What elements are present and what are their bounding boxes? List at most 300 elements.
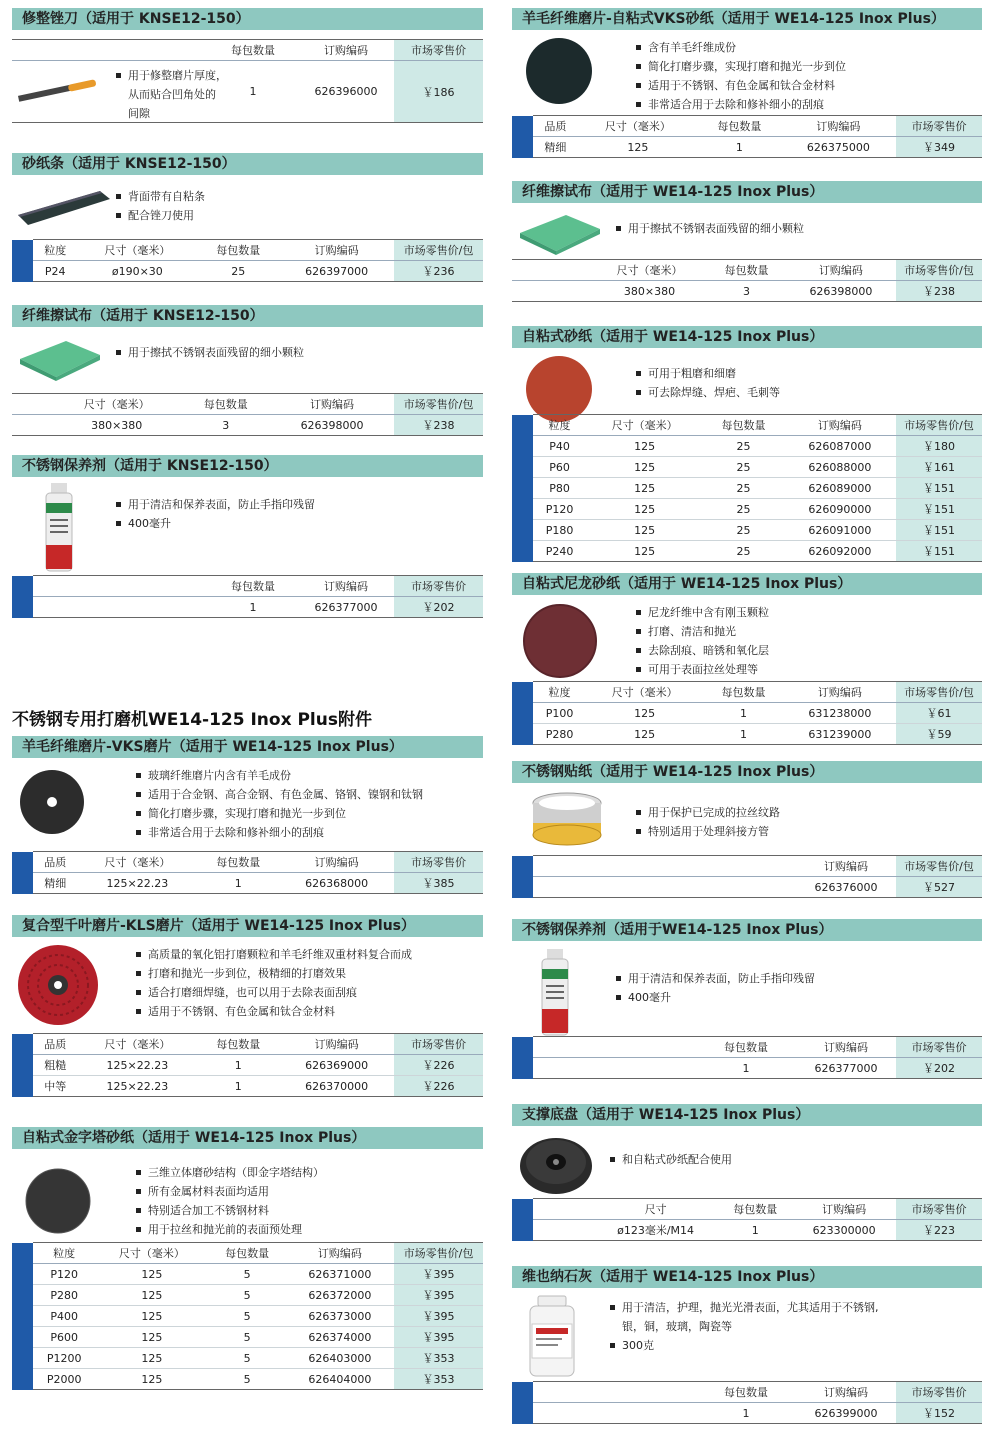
bullet-item: 适用于不锈钢、有色金属和钛合金材料 bbox=[136, 1002, 412, 1021]
vienna-lime-table bbox=[512, 1381, 982, 1424]
section-nylon-paper bbox=[512, 573, 982, 743]
bullet-item: 背面带有自粘条 bbox=[116, 187, 205, 206]
bullet-item: 配合锉刀使用 bbox=[116, 206, 205, 225]
cell: P80 bbox=[533, 478, 586, 499]
section-title: 复合型千叶磨片-KLS磨片（适用于 WE14-125 Inox Plus） bbox=[12, 915, 483, 937]
col-header: 订购编码 bbox=[792, 1199, 896, 1220]
section-title: 不锈钢保养剂（适用于WE14-125 Inox Plus） bbox=[512, 919, 982, 941]
bullet-item: 400毫升 bbox=[616, 988, 815, 1007]
col-header: 订购编码 bbox=[786, 260, 896, 281]
col-header: 尺寸（毫米） bbox=[52, 394, 181, 415]
cell: 5 bbox=[208, 1369, 285, 1390]
blue-marker bbox=[12, 1243, 33, 1390]
cell: 25 bbox=[703, 520, 783, 541]
bullet-item: 去除刮痕、暗锈和氧化层 bbox=[636, 641, 769, 660]
cell: 1 bbox=[197, 1076, 279, 1097]
bullet-item: 间隙 bbox=[128, 107, 150, 120]
table-row bbox=[12, 1369, 483, 1390]
nylon-paper-table bbox=[512, 681, 982, 745]
section-flap-disc bbox=[12, 915, 483, 1100]
col-header: 粒度 bbox=[33, 1243, 95, 1264]
section-spray bbox=[12, 455, 483, 620]
cell: P40 bbox=[533, 436, 586, 457]
blue-marker bbox=[12, 576, 33, 618]
col-header: 粒度 bbox=[33, 240, 77, 261]
pyramid-disc-table bbox=[12, 1242, 483, 1390]
cell: P100 bbox=[533, 703, 586, 724]
table-row bbox=[512, 1403, 982, 1424]
cell: 5 bbox=[208, 1327, 285, 1348]
cell: 626377000 bbox=[796, 1058, 896, 1079]
bullet-item: 尼龙纤维中含有刚玉颗粒 bbox=[636, 603, 769, 622]
cell: 626396000 bbox=[298, 61, 394, 123]
col-header: 每包数量 bbox=[718, 1199, 792, 1220]
cell: 1 bbox=[208, 597, 298, 618]
cell: P24 bbox=[33, 261, 77, 282]
cell: 125×22.23 bbox=[77, 1076, 197, 1097]
cell: 1 bbox=[197, 873, 279, 894]
blue-marker bbox=[12, 852, 33, 894]
cell: 626397000 bbox=[279, 261, 394, 282]
section-title: 羊毛纤维磨片-VKS磨片（适用于 WE14-125 Inox Plus） bbox=[12, 736, 483, 758]
blue-marker bbox=[512, 116, 533, 158]
bullet-item: 可用于表面拉丝处理等 bbox=[636, 660, 769, 679]
col-header: 市场零售价 bbox=[394, 1034, 483, 1055]
cell: 626369000 bbox=[279, 1055, 394, 1076]
cell: 25 bbox=[703, 457, 783, 478]
col-header: 尺寸（毫米） bbox=[578, 116, 698, 137]
cloth-right-table bbox=[512, 259, 982, 302]
cell: 125 bbox=[586, 520, 703, 541]
table-row bbox=[512, 499, 982, 520]
col-header: 订购编码 bbox=[784, 415, 896, 436]
cell: 5 bbox=[208, 1348, 285, 1369]
col-header: 品质 bbox=[33, 852, 77, 873]
table-header-row bbox=[512, 116, 982, 137]
table-row bbox=[512, 457, 982, 478]
table-header-row bbox=[512, 856, 982, 877]
col-header: 尺寸（毫米） bbox=[586, 682, 703, 703]
price-cell: ￥151 bbox=[896, 541, 982, 562]
cell: 626376000 bbox=[796, 877, 896, 898]
blue-marker bbox=[512, 682, 533, 745]
section-vks-sanding-paper bbox=[512, 8, 982, 158]
section-cloth-right bbox=[512, 181, 982, 306]
col-header: 每包数量 bbox=[208, 576, 298, 597]
flap-disc-table bbox=[12, 1033, 483, 1097]
price-cell: ￥395 bbox=[394, 1264, 483, 1285]
col-header: 尺寸（毫米） bbox=[77, 240, 197, 261]
cell: 626372000 bbox=[286, 1285, 394, 1306]
col-header: 每包数量 bbox=[698, 116, 781, 137]
cell: P60 bbox=[533, 457, 586, 478]
vks-paper-table bbox=[512, 115, 982, 158]
col-header: 每包数量 bbox=[197, 852, 279, 873]
cell: 626399000 bbox=[796, 1403, 896, 1424]
price-cell: ￥202 bbox=[896, 1058, 982, 1079]
cell: 380×380 bbox=[52, 415, 181, 436]
backing-pad-table bbox=[512, 1198, 982, 1241]
section-sanding-strip bbox=[12, 153, 483, 283]
table-row bbox=[12, 597, 483, 618]
cell: 631238000 bbox=[784, 703, 896, 724]
section-spray-right bbox=[512, 919, 982, 1084]
cell: 精细 bbox=[33, 873, 77, 894]
cell: 626370000 bbox=[279, 1076, 394, 1097]
cell: 626404000 bbox=[286, 1369, 394, 1390]
bullet-item: 可用于粗磨和细磨 bbox=[636, 364, 780, 383]
cell: 125 bbox=[586, 541, 703, 562]
price-cell: ￥395 bbox=[394, 1306, 483, 1327]
table-header-row bbox=[12, 1034, 483, 1055]
price-cell: ￥61 bbox=[896, 703, 982, 724]
table-header-row bbox=[12, 576, 483, 597]
table-row bbox=[12, 1327, 483, 1348]
table-row bbox=[512, 478, 982, 499]
section-pyramid-disc bbox=[12, 1127, 483, 1402]
cell: P1200 bbox=[33, 1348, 95, 1369]
vks-paper-bullets bbox=[636, 38, 846, 114]
col-header: 市场零售价 bbox=[896, 1382, 982, 1403]
price-cell: ￥238 bbox=[394, 415, 483, 436]
cell: P120 bbox=[533, 499, 586, 520]
section-title: 维也纳石灰（适用于 WE14-125 Inox Plus） bbox=[512, 1266, 982, 1288]
section-title: 自粘式金字塔砂纸（适用于 WE14-125 Inox Plus） bbox=[12, 1127, 483, 1149]
col-header: 品质 bbox=[33, 1034, 77, 1055]
bullet-item: 和自粘式砂纸配合使用 bbox=[610, 1150, 732, 1169]
cell: 626374000 bbox=[286, 1327, 394, 1348]
bullet-item: 非常适合用于去除和修补细小的刮痕 bbox=[136, 823, 423, 842]
vienna-lime-bullets bbox=[610, 1298, 879, 1355]
cell: ø190×30 bbox=[77, 261, 197, 282]
section-title: 自粘式尼龙砂纸（适用于 WE14-125 Inox Plus） bbox=[512, 573, 982, 595]
bullet-item: 用于清洁和保养表面，防止手指印残留 bbox=[616, 969, 815, 988]
cell: 25 bbox=[703, 478, 783, 499]
cell: 626368000 bbox=[279, 873, 394, 894]
bullet-item: 含有羊毛纤维成份 bbox=[636, 38, 846, 57]
col-header: 市场零售价 bbox=[896, 116, 982, 137]
price-cell: ￥152 bbox=[896, 1403, 982, 1424]
section-title: 不锈钢贴纸（适用于 WE14-125 Inox Plus） bbox=[512, 761, 982, 783]
section-title: 砂纸条（适用于 KNSE12-150） bbox=[12, 153, 483, 175]
table-header-row bbox=[512, 1199, 982, 1220]
sanding-paper-table bbox=[512, 414, 982, 562]
bullet-item: 简化打磨步骤，实现打磨和抛光一步到位 bbox=[136, 804, 423, 823]
table-row bbox=[12, 1306, 483, 1327]
col-header: 订购编码 bbox=[784, 682, 896, 703]
dark-disc-icon bbox=[18, 768, 86, 836]
cell: 631239000 bbox=[784, 724, 896, 745]
cell: 626371000 bbox=[286, 1264, 394, 1285]
bullet-item: 用于清洁，护理，抛光光滑表面，尤其适用于不锈钢, bbox=[610, 1298, 879, 1317]
table-header-row bbox=[12, 240, 483, 261]
cell: 1 bbox=[703, 724, 783, 745]
bullet-item: 300克 bbox=[610, 1336, 879, 1355]
price-cell: ￥353 bbox=[394, 1348, 483, 1369]
col-header: 订购编码 bbox=[298, 40, 394, 61]
flap-disc-bullets bbox=[136, 945, 412, 1021]
table-row bbox=[12, 1348, 483, 1369]
bullet-item: 打磨、清洁和抛光 bbox=[636, 622, 769, 641]
cell: 623300000 bbox=[792, 1220, 896, 1241]
bullet-item: 400毫升 bbox=[116, 514, 315, 533]
bullet-item: 适用于不锈钢、有色金属和钛合金材料 bbox=[636, 76, 846, 95]
cell: 626088000 bbox=[784, 457, 896, 478]
col-header: 市场零售价 bbox=[394, 40, 483, 61]
cell: 25 bbox=[703, 541, 783, 562]
bullet-item: 特别适用于处理斜接方管 bbox=[636, 822, 780, 841]
col-header: 市场零售价/包 bbox=[394, 1243, 483, 1264]
col-header: 每包数量 bbox=[703, 682, 783, 703]
col-header: 每包数量 bbox=[197, 1034, 279, 1055]
backing-pad-bullets bbox=[610, 1150, 732, 1169]
cell: 粗糙 bbox=[33, 1055, 77, 1076]
bullet-item: 适合打磨细焊缝，也可以用于去除表面刮痕 bbox=[136, 983, 412, 1002]
table-row bbox=[12, 1264, 483, 1285]
bullet-item: 打磨和抛光一步到位，极精细的打磨效果 bbox=[136, 964, 412, 983]
bullet-item: 可去除焊缝、焊疤、毛刺等 bbox=[636, 383, 780, 402]
section-title: 不锈钢保养剂（适用于 KNSE12-150） bbox=[12, 455, 483, 477]
blue-marker bbox=[512, 415, 533, 562]
section-title: 羊毛纤维磨片-自粘式VKS砂纸（适用于 WE14-125 Inox Plus） bbox=[512, 8, 982, 30]
price-cell: ￥236 bbox=[394, 261, 483, 282]
bullet-item: 简化打磨步骤，实现打磨和抛光一步到位 bbox=[636, 57, 846, 76]
col-header: 订购编码 bbox=[279, 852, 394, 873]
bullet-item: 玻璃纤维磨片内含有羊毛成份 bbox=[136, 766, 423, 785]
table-header-row bbox=[12, 852, 483, 873]
col-header: 每包数量 bbox=[707, 260, 786, 281]
cell: 125 bbox=[95, 1285, 208, 1306]
cell: 125 bbox=[95, 1348, 208, 1369]
cell: 精细 bbox=[533, 137, 578, 158]
bullet-item: 用于擦拭不锈钢表面残留的细小颗粒 bbox=[616, 219, 804, 238]
col-header: 尺寸（毫米） bbox=[77, 852, 197, 873]
cell: 125 bbox=[95, 1327, 208, 1348]
lime-jar-icon bbox=[526, 1294, 578, 1378]
vks-disc-table bbox=[12, 851, 483, 894]
cell: 125 bbox=[578, 137, 698, 158]
col-header: 订购编码 bbox=[286, 1243, 394, 1264]
col-header: 市场零售价/包 bbox=[896, 682, 982, 703]
table-row bbox=[12, 1076, 483, 1097]
col-header: 订购编码 bbox=[781, 116, 896, 137]
table-header-row bbox=[512, 415, 982, 436]
price-cell: ￥161 bbox=[896, 457, 982, 478]
cell: P600 bbox=[33, 1327, 95, 1348]
cloth-right-bullets bbox=[616, 219, 804, 238]
section-title: 自粘式砂纸（适用于 WE14-125 Inox Plus） bbox=[512, 326, 982, 348]
table-header-row bbox=[12, 394, 483, 415]
price-cell: ￥395 bbox=[394, 1285, 483, 1306]
cell: 125 bbox=[586, 724, 703, 745]
col-header: 订购编码 bbox=[796, 1037, 896, 1058]
table-row bbox=[512, 703, 982, 724]
sticker-bullets bbox=[636, 803, 780, 841]
cell: P280 bbox=[533, 724, 586, 745]
sticker-table bbox=[512, 855, 982, 898]
col-header: 订购编码 bbox=[796, 1382, 896, 1403]
cell: 25 bbox=[197, 261, 279, 282]
cell: 125 bbox=[586, 499, 703, 520]
col-header: 每包数量 bbox=[696, 1382, 796, 1403]
bullet-item: 高质量的氧化铝打磨颗粒和羊毛纤维双重材料复合而成 bbox=[136, 945, 412, 964]
cell: 25 bbox=[703, 499, 783, 520]
table-row bbox=[12, 415, 483, 436]
table-row bbox=[512, 877, 982, 898]
sanding-paper-bullets bbox=[636, 364, 780, 402]
cell: 626090000 bbox=[784, 499, 896, 520]
bullet-item: 特别适合加工不锈钢材料 bbox=[136, 1201, 324, 1220]
section-file-tool bbox=[12, 8, 483, 128]
spray-right-table bbox=[512, 1036, 982, 1079]
price-cell: ￥202 bbox=[394, 597, 483, 618]
table-row bbox=[512, 436, 982, 457]
cell: P240 bbox=[533, 541, 586, 562]
col-header: 品质 bbox=[533, 116, 578, 137]
cell: P280 bbox=[33, 1285, 95, 1306]
col-header: 市场零售价/包 bbox=[394, 240, 483, 261]
tape-roll-icon bbox=[530, 787, 604, 853]
cell: 125 bbox=[586, 478, 703, 499]
cell: 380×380 bbox=[592, 281, 707, 302]
dark-grey-disc-icon bbox=[24, 1167, 92, 1235]
col-header: 订购编码 bbox=[279, 1034, 394, 1055]
cell: 1 bbox=[703, 703, 783, 724]
cell: 3 bbox=[707, 281, 786, 302]
price-cell: ￥385 bbox=[394, 873, 483, 894]
blue-marker bbox=[512, 1199, 533, 1241]
blue-marker bbox=[512, 1037, 533, 1079]
cell: 125 bbox=[586, 436, 703, 457]
file-tool-icon bbox=[16, 74, 100, 108]
price-cell: ￥527 bbox=[896, 877, 982, 898]
section-vks-disc bbox=[12, 736, 483, 896]
price-cell: ￥186 bbox=[394, 61, 483, 123]
spray-bullets bbox=[116, 495, 315, 533]
blue-marker bbox=[12, 1034, 33, 1097]
col-header: 市场零售价 bbox=[896, 1199, 982, 1220]
section-vienna-lime bbox=[512, 1266, 982, 1431]
cell: ø123毫米/M14 bbox=[593, 1220, 718, 1241]
green-cloth-icon bbox=[16, 337, 104, 381]
vks-disc-bullets bbox=[136, 766, 423, 842]
sanding-strip-table bbox=[12, 239, 483, 282]
table-header-row bbox=[12, 40, 483, 61]
cell: P400 bbox=[33, 1306, 95, 1327]
bullet-item: 适用于合金钢、高合金钢、有色金属、铬钢、镍钢和钛钢 bbox=[136, 785, 423, 804]
cell: 125 bbox=[95, 1306, 208, 1327]
green-cloth-icon bbox=[516, 211, 604, 255]
cell: 中等 bbox=[33, 1076, 77, 1097]
col-header: 每包数量 bbox=[703, 415, 783, 436]
col-header: 订购编码 bbox=[298, 576, 394, 597]
cell: P180 bbox=[533, 520, 586, 541]
col-header: 市场零售价/包 bbox=[896, 415, 982, 436]
price-cell: ￥180 bbox=[896, 436, 982, 457]
table-row bbox=[512, 281, 982, 302]
cell: 626092000 bbox=[784, 541, 896, 562]
cell: 125×22.23 bbox=[77, 873, 197, 894]
cell: 626398000 bbox=[270, 415, 394, 436]
table-row bbox=[512, 541, 982, 562]
bullet-item: 银，铜，玻璃，陶瓷等 bbox=[622, 1320, 732, 1333]
col-header: 尺寸（毫米） bbox=[592, 260, 707, 281]
cell: 25 bbox=[703, 436, 783, 457]
section-sanding-paper bbox=[512, 326, 982, 556]
table-row bbox=[512, 1058, 982, 1079]
price-cell: ￥238 bbox=[896, 281, 982, 302]
blue-marker bbox=[512, 856, 533, 898]
cell: 626403000 bbox=[286, 1348, 394, 1369]
col-header: 订购编码 bbox=[270, 394, 394, 415]
brown-nylon-disc-icon bbox=[522, 603, 598, 679]
cell: 1 bbox=[696, 1403, 796, 1424]
page-heading: 不锈钢专用打磨机WE14-125 Inox Plus附件 bbox=[12, 710, 372, 730]
cell: 626091000 bbox=[784, 520, 896, 541]
col-header: 尺寸（毫米） bbox=[586, 415, 703, 436]
col-header: 市场零售价 bbox=[394, 576, 483, 597]
cell: 1 bbox=[208, 61, 298, 123]
col-header: 市场零售价/包 bbox=[896, 856, 982, 877]
spray-can-icon bbox=[538, 949, 572, 1037]
price-cell: ￥59 bbox=[896, 724, 982, 745]
bullet-item: 用于擦拭不锈钢表面残留的细小颗粒 bbox=[116, 343, 304, 362]
bullet-item: 所有金属材料表面均适用 bbox=[136, 1182, 324, 1201]
bullet-item: 非常适合用于去除和修补细小的刮痕 bbox=[636, 95, 846, 114]
bullet-item: 从而贴合凹角处的 bbox=[128, 88, 216, 101]
bullet-item: 用于修整磨片厚度， bbox=[116, 66, 227, 85]
cell: 1 bbox=[698, 137, 781, 158]
price-cell: ￥226 bbox=[394, 1076, 483, 1097]
section-backing-pad bbox=[512, 1104, 982, 1249]
spray-can-icon bbox=[42, 483, 76, 573]
cell: 125 bbox=[95, 1369, 208, 1390]
bullet-item: 用于拉丝和抛光前的表面预处理 bbox=[136, 1220, 324, 1239]
col-header: 市场零售价 bbox=[896, 1037, 982, 1058]
table-row bbox=[512, 520, 982, 541]
price-cell: ￥395 bbox=[394, 1327, 483, 1348]
table-row bbox=[12, 873, 483, 894]
cell: 626375000 bbox=[781, 137, 896, 158]
col-header: 订购编码 bbox=[279, 240, 394, 261]
table-row bbox=[12, 1285, 483, 1306]
table-row bbox=[12, 1055, 483, 1076]
cell: 1 bbox=[718, 1220, 792, 1241]
pyramid-disc-bullets bbox=[136, 1163, 324, 1239]
spray-right-bullets bbox=[616, 969, 815, 1007]
price-cell: ￥226 bbox=[394, 1055, 483, 1076]
cell: 5 bbox=[208, 1264, 285, 1285]
col-header: 尺寸（毫米） bbox=[95, 1243, 208, 1264]
price-cell: ￥151 bbox=[896, 478, 982, 499]
col-header: 尺寸（毫米） bbox=[77, 1034, 197, 1055]
price-cell: ￥151 bbox=[896, 520, 982, 541]
col-header: 市场零售价 bbox=[394, 852, 483, 873]
dark-disc-icon bbox=[524, 36, 594, 106]
cell: P2000 bbox=[33, 1369, 95, 1390]
cell: 626087000 bbox=[784, 436, 896, 457]
sanding-strip-bullets bbox=[116, 187, 205, 225]
col-header: 市场零售价/包 bbox=[394, 394, 483, 415]
table-row bbox=[512, 137, 982, 158]
col-header: 每包数量 bbox=[208, 1243, 285, 1264]
cell: 626398000 bbox=[786, 281, 896, 302]
cell: 1 bbox=[197, 1055, 279, 1076]
table-row bbox=[512, 1220, 982, 1241]
table-header-row bbox=[512, 260, 982, 281]
col-header: 粒度 bbox=[533, 415, 586, 436]
blue-marker bbox=[512, 1382, 533, 1424]
